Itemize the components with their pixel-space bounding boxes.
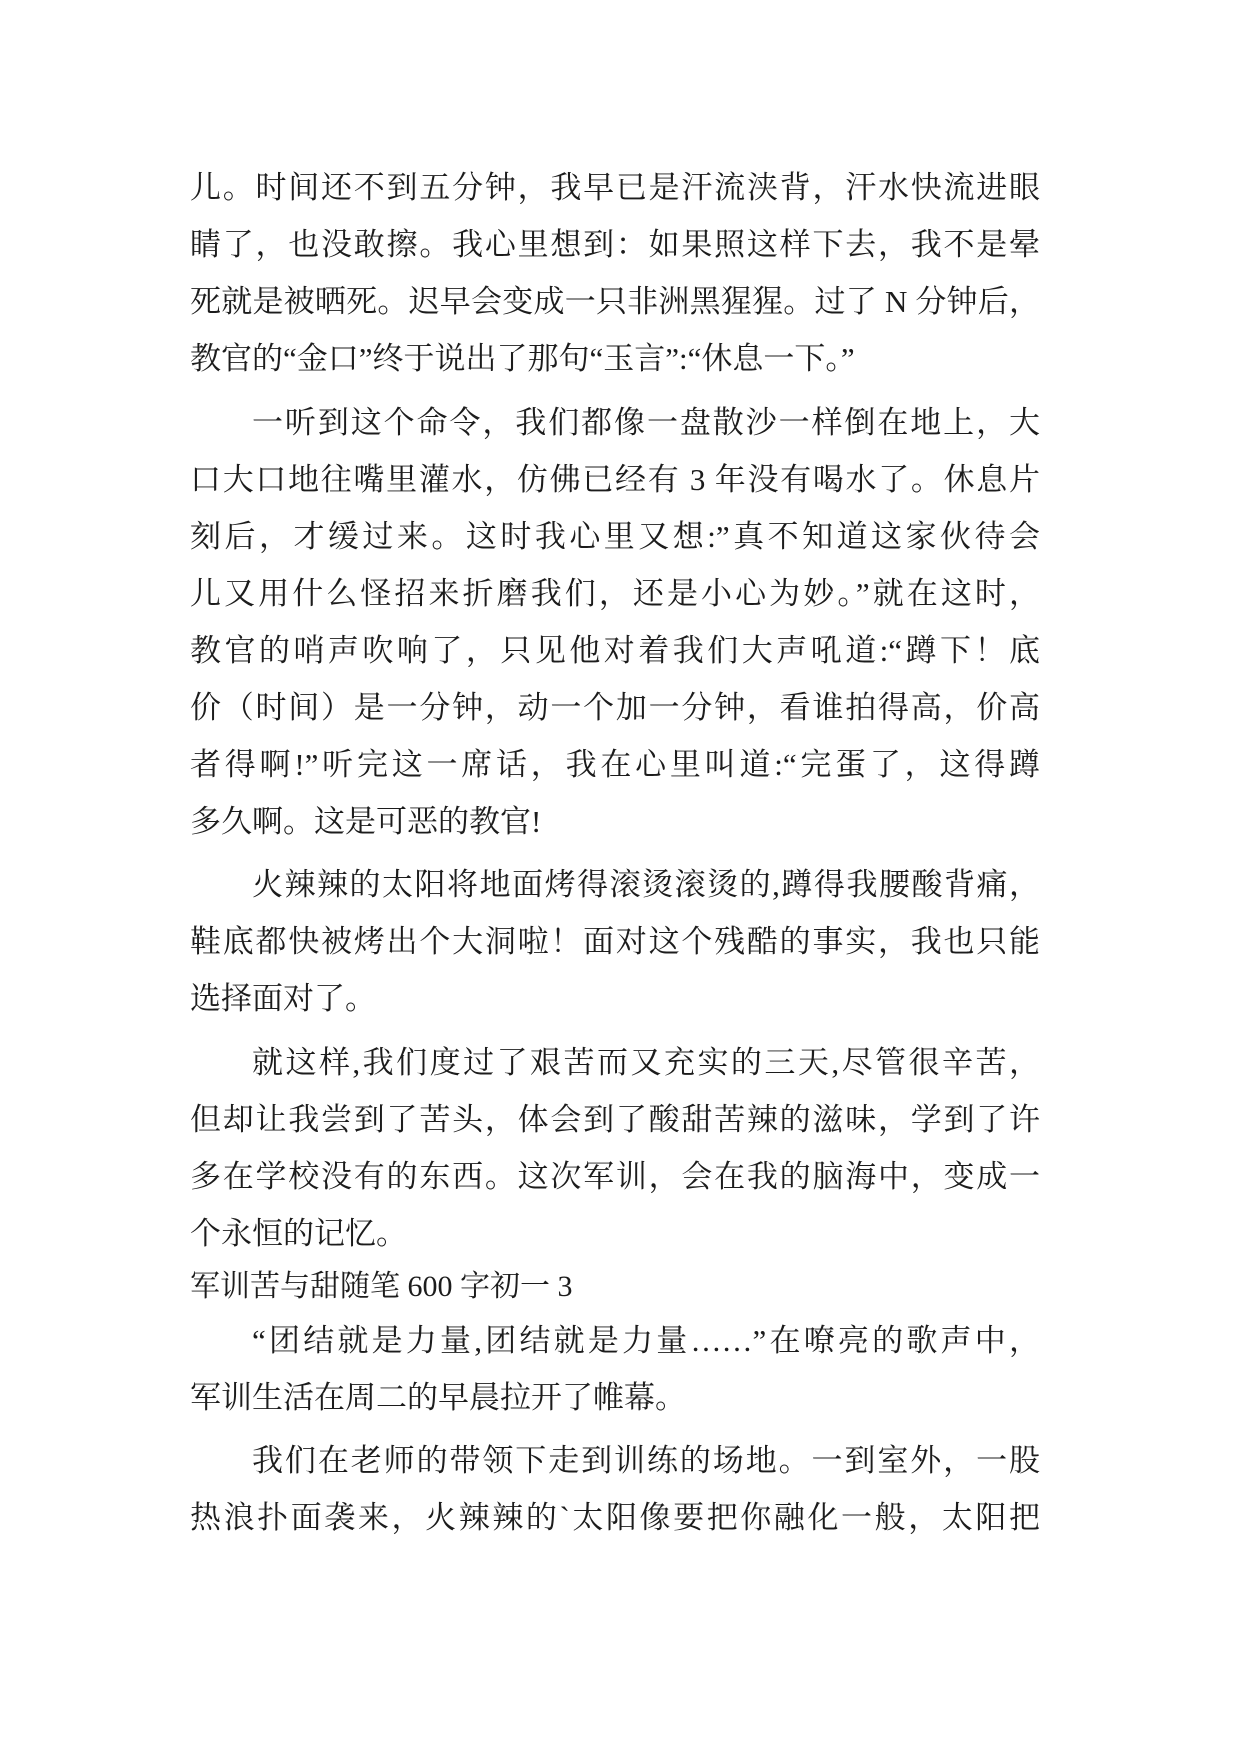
text-line: 鞋底都快被烤出个大洞啦！面对这个残酷的事实，我也只能: [190, 924, 1040, 959]
text-line: 多在学校没有的东西。这次军训，会在我的脑海中，变成一: [190, 1158, 1040, 1194]
section-heading: 军训苦与甜随笔 600 字初一 3: [190, 1269, 573, 1303]
text-line: 就这样,我们度过了艰苦而又充实的三天,尽管很辛苦，: [252, 1044, 1040, 1080]
text-line: 火辣辣的太阳将地面烤得滚烫滚烫的,蹲得我腰酸背痛，: [252, 867, 1040, 902]
paragraph: [190, 1312, 1040, 1426]
paragraph: [190, 159, 1040, 387]
text-line: 教官的“金口”终于说出了那句“玉言”:“休息一下。”: [190, 341, 855, 376]
text-line: 军训生活在周二的早晨拉开了帷幕。: [190, 1379, 686, 1415]
text-line: “团结就是力量,团结就是力量……”在嘹亮的歌声中，: [252, 1322, 1040, 1358]
text-line: 热浪扑面袭来，火辣辣的`太阳像要把你融化一般，太阳把: [190, 1500, 1040, 1535]
text-line: 刻后，才缓过来。这时我心里又想:”真不知道这家伙待会: [190, 518, 1040, 554]
paragraph: [190, 394, 1040, 850]
paragraph: [190, 1034, 1040, 1262]
paragraph: [190, 1432, 1040, 1546]
document-body: [190, 159, 1040, 1546]
text-line: 儿又用什么怪招来折磨我们，还是小心为妙。”就在这时，: [190, 575, 1040, 611]
text-line: 个永恒的记忆。: [190, 1215, 407, 1251]
text-line: 死就是被晒死。迟早会变成一只非洲黑猩猩。过了 N 分钟后，: [190, 284, 1040, 319]
text-line: 选择面对了。: [190, 981, 376, 1016]
text-line: 我们在老师的带领下走到训练的场地。一到室外，一股: [252, 1443, 1040, 1478]
paragraph: [190, 856, 1040, 1027]
text-line: 一听到这个命令，我们都像一盘散沙一样倒在地上，大: [252, 404, 1040, 440]
text-line: 价（时间）是一分钟，动一个加一分钟，看谁拍得高，价高: [190, 689, 1040, 725]
text-line: 多久啊。这是可恶的教官!: [190, 803, 542, 839]
text-line: 儿。时间还不到五分钟，我早已是汗流浃背，汗水快流进眼: [190, 170, 1040, 205]
text-line: 教官的哨声吹响了，只见他对着我们大声吼道:“蹲下！底: [190, 632, 1040, 668]
text-line: 者得啊!”听完这一席话，我在心里叫道:“完蛋了，这得蹲: [190, 746, 1040, 782]
text-line: 但却让我尝到了苦头，体会到了酸甜苦辣的滋味，学到了许: [190, 1101, 1040, 1137]
text-line: 口大口地往嘴里灌水，仿佛已经有 3 年没有喝水了。休息片: [190, 461, 1040, 497]
text-line: 睛了，也没敢擦。我心里想到：如果照这样下去，我不是晕: [190, 227, 1040, 262]
